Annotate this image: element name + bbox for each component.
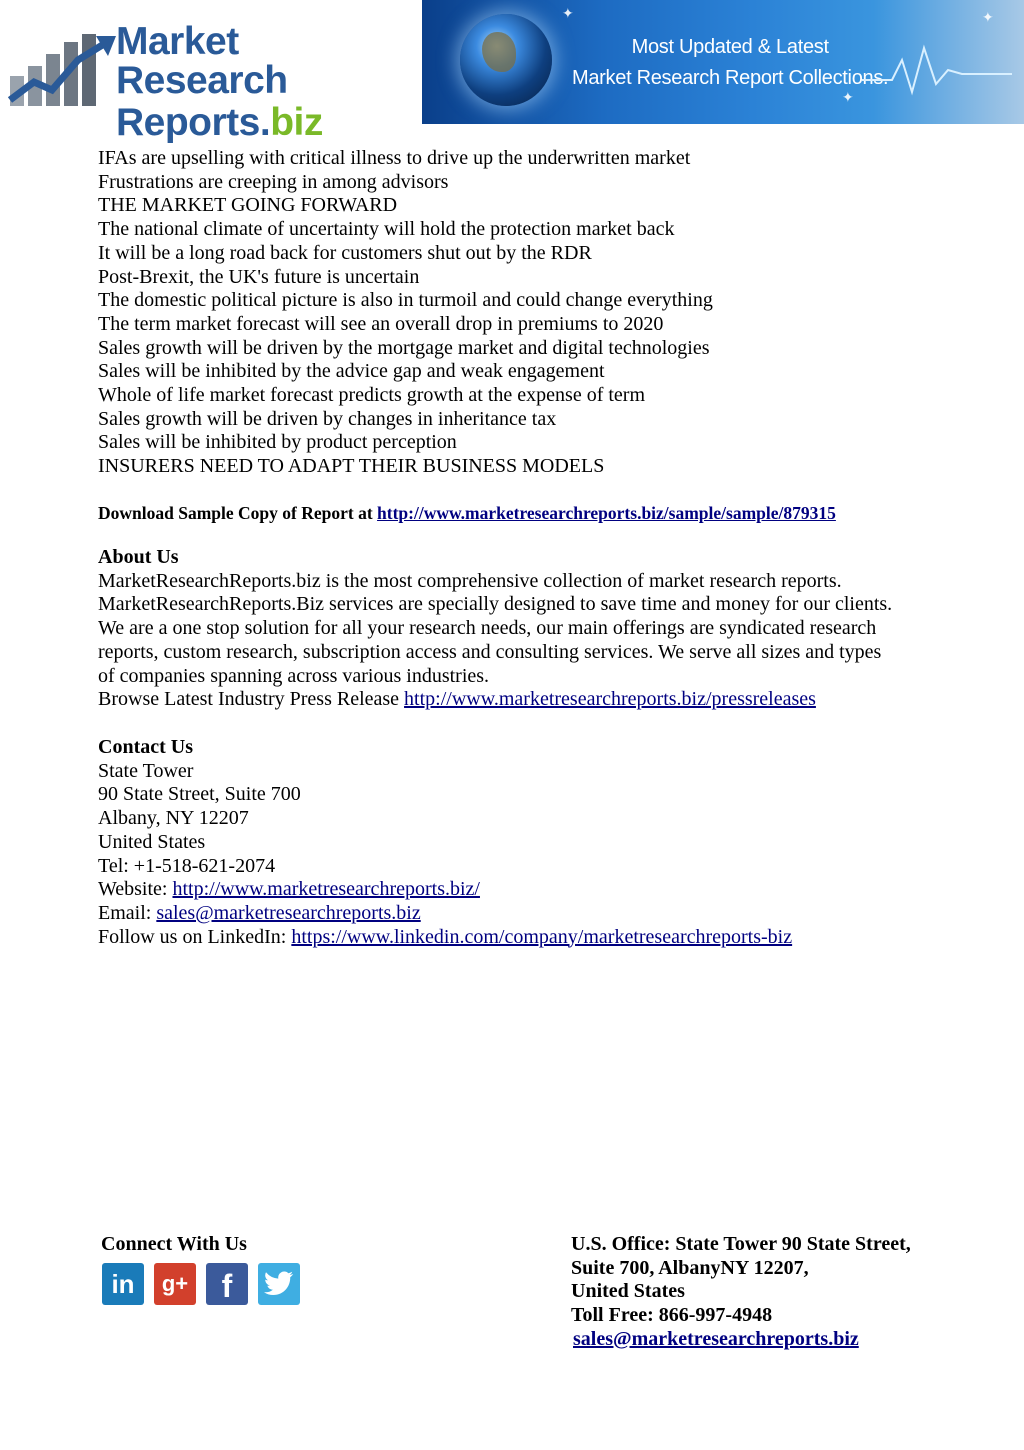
company-logo [0,0,420,144]
press-releases-link[interactable]: http://www.marketresearchreports.biz/pressreleases [404,688,816,711]
list-item: INSURERS NEED TO ADAPT THEIR BUSINESS MODELS [98,455,605,478]
linkedin-link[interactable]: https://www.linkedin.com/company/marketresearchreports-biz [291,925,793,948]
banner-line1: Most Updated & Latest [631,36,829,58]
list-item: Sales growth will be driven by the mortgage market and digital technologies [98,336,710,359]
list-item: THE MARKET GOING FORWARD [98,194,398,217]
sample-report-link[interactable]: http://www.marketresearchreports.biz/sample/sample/879315 [377,503,836,523]
list-item: The domestic political picture is also in turmoil and could change everything [98,289,713,312]
twitter-icon[interactable] [258,1263,300,1305]
browse-label: Browse Latest Industry Press Release [98,688,405,711]
address-line: Albany, NY 12207 [98,807,249,830]
linkedin-label: Follow us on LinkedIn: [98,925,292,948]
email-link[interactable]: sales@marketresearchreports.biz [156,901,421,924]
address-line: 90 State Street, Suite 700 [98,783,301,806]
about-text-line: reports, custom research, subscription access and consulting services. We serve all sizes and types [98,640,882,663]
contact-heading: Contact Us [98,736,193,758]
about-text-line: MarketResearchReports.Biz services are specially designed to save time and money for our clients. [98,593,893,616]
facebook-icon[interactable]: f [206,1263,248,1305]
social-icons [102,1263,300,1305]
header-banner [422,0,1024,124]
list-item: Sales will be inhibited by the advice gap and weak engagement [98,360,605,383]
sparkle-icon: ✦ [562,7,574,22]
about-text-line: We are a one stop solution for all your research needs, our main offerings are syndicated research [98,617,877,640]
page-header [0,0,1024,144]
email-line [98,902,938,926]
office-line: Toll Free: 866-997-4948 [571,1304,773,1327]
website-label: Website: [98,878,173,901]
list-item: Whole of life market forecast predicts growth at the expense of term [98,384,646,407]
list-item: The term market forecast will see an overall drop in premiums to 2020 [98,312,664,335]
office-line: U.S. Office: State Tower 90 State Street, [571,1233,911,1255]
logo-line2 [116,103,420,142]
office-line: United States [571,1280,685,1303]
about-heading: About Us [98,546,179,568]
pulse-wave-icon [862,40,1012,100]
us-office-block [571,1233,951,1352]
logo-biz: biz [270,101,323,144]
address-line: United States [98,830,206,853]
office-line: Suite 700, AlbanyNY 12207, [571,1256,809,1279]
globe-icon [460,14,552,106]
list-item: Post-Brexit, the UK's future is uncertain [98,265,420,288]
sparkle-icon: ✦ [842,91,854,106]
about-text-line: MarketResearchReports.biz is the most comprehensive collection of market research reports. [98,569,842,592]
report-contents-list [98,147,938,479]
website-line [98,878,938,902]
list-item: Sales growth will be driven by changes in inheritance tax [98,407,557,430]
linkedin-icon[interactable]: in [102,1263,144,1305]
connect-heading: Connect With Us [101,1233,247,1255]
about-section [98,546,938,712]
phone-line: Tel: +1-518-621-2074 [98,854,276,877]
list-item: It will be a long road back for customers shut out by the RDR [98,241,592,264]
download-label: Download Sample Copy of Report at [98,503,378,523]
email-label: Email: [98,901,157,924]
banner-line2: Market Research Report Collections. [572,67,889,89]
contact-section [98,736,938,949]
twitter-bird-glyph [264,1271,294,1297]
list-item: IFAs are upselling with critical illness to drive up the underwritten market [98,147,691,169]
google-plus-icon[interactable]: g+ [154,1263,196,1305]
logo-line1: Market Research [116,20,288,102]
logo-wordmark [116,22,420,142]
browse-line [98,688,938,712]
office-email-link[interactable]: sales@marketresearchreports.biz [573,1327,859,1350]
website-link[interactable]: http://www.marketresearchreports.biz/ [172,878,480,901]
banner-tagline [572,32,888,94]
logo-reports: Reports [116,101,260,144]
sparkle-icon: ✦ [982,11,994,26]
about-text-line: of companies spanning across various industries. [98,664,490,687]
list-item: The national climate of uncertainty will hold the protection market back [98,218,675,241]
office-email-line [571,1328,951,1352]
list-item: Sales will be inhibited by product perception [98,431,457,454]
address-line: State Tower [98,759,194,782]
download-sample-line [98,503,836,524]
list-item: Frustrations are creeping in among advisors [98,170,449,193]
bar-chart-logo-icon [8,30,118,112]
linkedin-line [98,926,938,950]
logo-dot: . [259,101,271,144]
